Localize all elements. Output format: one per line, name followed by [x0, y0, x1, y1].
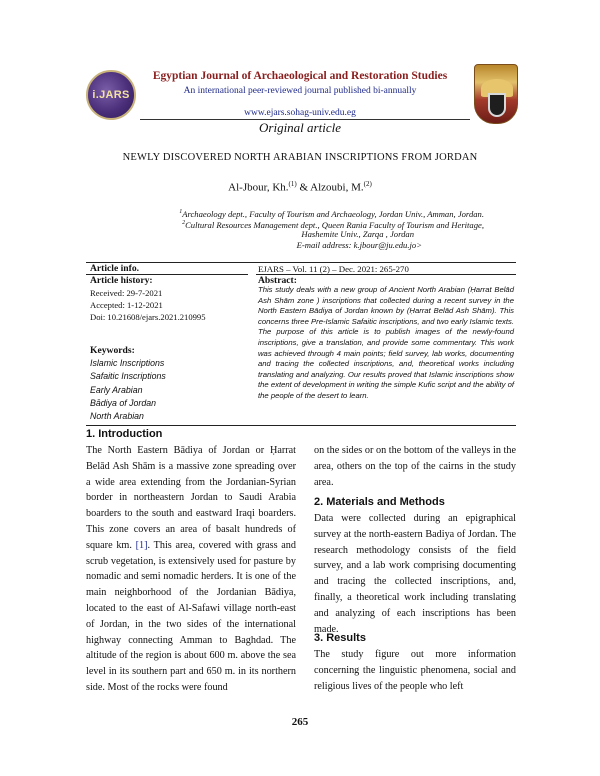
email-address[interactable]: E-mail address: k.jbour@ju.edu.jo> [296, 240, 422, 250]
history-label: Article history: [90, 275, 153, 286]
author-separator: & [299, 181, 309, 194]
affiliation-1: $^1$Archaeology dept., Faculty of Tourism and Archaeology, Jordan Univ., Amman, Jordan. [179, 208, 484, 219]
keyword-item: Bādiya of Jordan [90, 398, 157, 408]
intro-heading: 1. Introduction [86, 428, 163, 440]
keywords-label: Keywords: [90, 345, 135, 356]
journal-subtitle: An international peer-reviewed journal published bi-annually [183, 86, 417, 96]
affiliation-2: $^2$Cultural Resources Management dept., Queen Rania Faculty of Tourism and Heritage, [182, 219, 484, 230]
journal-title: Egyptian Journal of Archaeological and Restoration Studies [152, 70, 448, 82]
intro-text-cont: . This area, covered with grass and scrub vegetation, is extensively used for pasture by nomadic and semi nomadic herders. It is one of the main neighborhood of the Jordanian Bādiya, located to the east of Al-Safawi village north-east of Jordan, in the two sides of the international highway connecting Amman to Baghdad. The altitude of the region is about 600 m. above the sea level in its southern part and 650 m. in its northern side. Most of the rocks were found [86, 539, 296, 693]
intro-text: The North Eastern Bādiya of Jordan or Ḥarrat Belād Ash Shām is a massive zone spreading over a wide area extending from the Jordanian-Syrian border in northeastern Jordan to Saudi Arabia boarders to the south and eastward Iraqi boarders. This zone covers an area of basalt hundreds of square km. [86, 445, 296, 551]
keyword-item: Islamic Inscriptions [90, 358, 165, 368]
keyword-item: Safaitic Inscriptions [90, 371, 166, 381]
page-number: 265 [291, 716, 309, 728]
reference-link[interactable]: [1] [135, 539, 148, 551]
author-sup: (2) [363, 180, 372, 188]
journal-url[interactable]: www.ejars.sohag-univ.edu.eg [244, 108, 356, 118]
author-name: Al-Jbour, Kh. [228, 181, 289, 194]
author-sup: (1) [288, 180, 297, 188]
volume-info: EJARS – Vol. 11 (2) – Dec. 2021: 265-270 [258, 264, 409, 274]
keyword-item: North Arabian [90, 411, 144, 421]
abstract-label: Abstract: [258, 275, 297, 286]
accepted-date: Accepted: 1-12-2021 [90, 300, 163, 310]
doi[interactable]: Doi: 10.21608/ejars.2021.210995 [90, 312, 206, 322]
results-text: The study figure out more information concerning the linguistic phenomena, social and religious lives of the people who left [314, 649, 516, 692]
article-type: Original article [259, 120, 341, 135]
journal-logo: i.JARS [86, 70, 136, 120]
paper-title: NEWLY DISCOVERED NORTH ARABIAN INSCRIPTIONS FROM JORDAN [122, 152, 478, 163]
abstract-text: This study deals with a new group of Ancient North Arabian (Ḥarrat Belād Ash Shām zone ) inscriptions that collected during a recent survey in the North Eastern Bādiya of Jordan known by (Ḥarrat Belād Ash Shām). This concerns three Pre-Islamic Safaitic inscriptions, and two early Islamic texts. The purpose of this article is to publish images of the newly-found inscriptions, give a translation, and provide some commentary. This work was achieved through 4 main points; field survey, lab works, documenting and tracing the collected inscriptions, and, theoretical works including translating and analyzing. Our results proved that Islamic inscriptions show the extent of development in writing the simple Kufic script and the ability of the people of the desert to learn. [258, 285, 514, 400]
received-date: Received: 29-7-2021 [90, 288, 163, 298]
article-info-label: Article info. [90, 263, 140, 274]
results-heading: 3. Results [314, 632, 366, 644]
methods-text: Data were collected during an epigraphical survey at the north-eastern Badiya of Jordan. The research methodology consists of the field survey, and a lab work comprising documenting and tracing the collected inscriptions, and, finally, a theoretical work including translating and analyzing of each inscriptions has been made. [314, 513, 516, 635]
intro-column [86, 443, 296, 696]
methods-heading: 2. Materials and Methods [314, 496, 445, 508]
authors-line [0, 180, 600, 194]
affiliation-2-cont: Hashemite Univ., Zarqa , Jordan [301, 229, 414, 239]
intro-continued: on the sides or on the bottom of the valleys in the area, others on the top of the cairns in the study area. [314, 445, 516, 488]
table-top-rule [86, 262, 516, 263]
keyword-item: Early Arabian [90, 385, 143, 395]
author-name: Alzoubi, M. [310, 181, 364, 194]
table-bottom-rule [86, 425, 516, 426]
